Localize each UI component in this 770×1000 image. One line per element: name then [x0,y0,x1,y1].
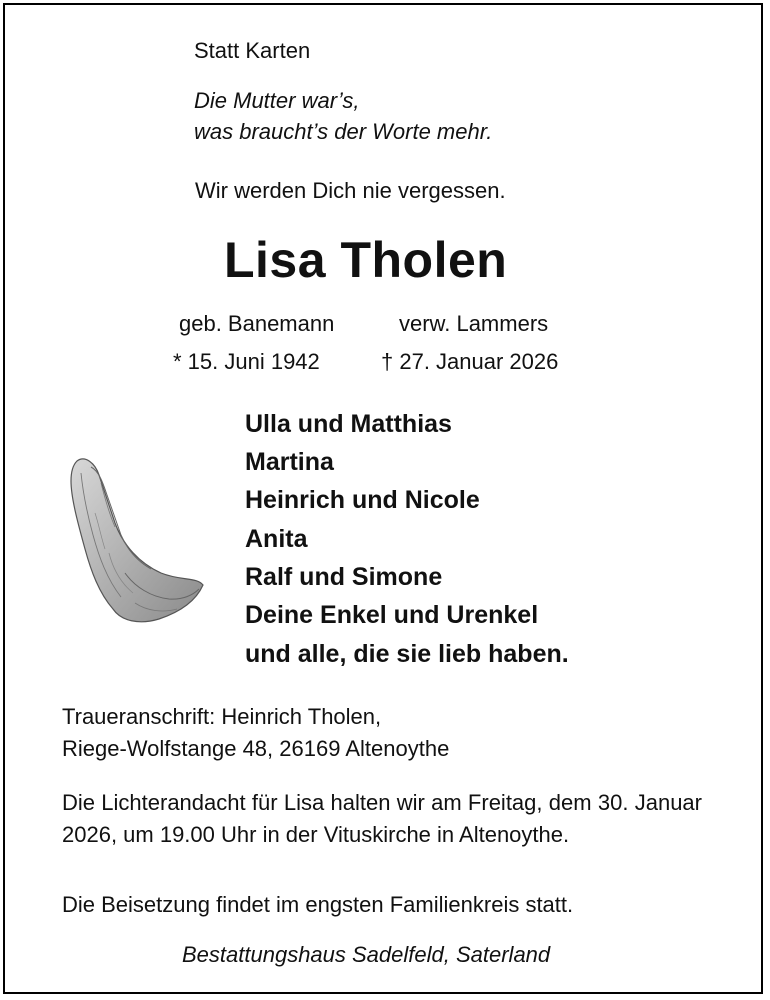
family-member: Martina [245,448,334,476]
address-line-1: Traueranschrift: Heinrich Tholen, [62,704,382,729]
widowed-name: verw. Lammers [399,311,549,336]
statt-karten: Statt Karten [194,38,311,63]
born-name: geb. Banemann [179,311,335,336]
death-date: † 27. Januar 2026 [381,349,559,374]
funeral-home: Bestattungshaus Sadelfeld, Saterland [182,942,551,967]
family-member: Deine Enkel und Urenkel [245,601,539,629]
obituary-notice [3,3,763,994]
family-member: und alle, die sie lieb haben. [245,640,569,668]
motto: Wir werden Dich nie vergessen. [195,178,506,203]
quote-line-1: Die Mutter war’s, [194,88,360,113]
quote-line-2: was braucht’s der Worte mehr. [194,119,493,144]
beisetzung-notice: Die Beisetzung findet im engsten Familienkreis statt. [62,892,574,917]
family-member: Ulla und Matthias [245,410,452,438]
family-member: Anita [245,525,308,553]
praying-hands-icon [65,453,205,633]
birth-date: * 15. Juni 1942 [173,349,320,374]
deceased-name: Lisa Tholen [224,232,508,288]
lichterandacht-notice: Die Lichterandacht für Lisa halten wir am Freitag, dem 30. Januar 2026, um 19.00 Uhr in der Vituskirche in Altenoythe. [62,790,702,847]
family-member: Ralf und Simone [245,563,443,591]
family-member: Heinrich und Nicole [245,486,480,514]
address-line-2: Riege-Wolfstange 48, 26169 Altenoythe [62,736,450,761]
